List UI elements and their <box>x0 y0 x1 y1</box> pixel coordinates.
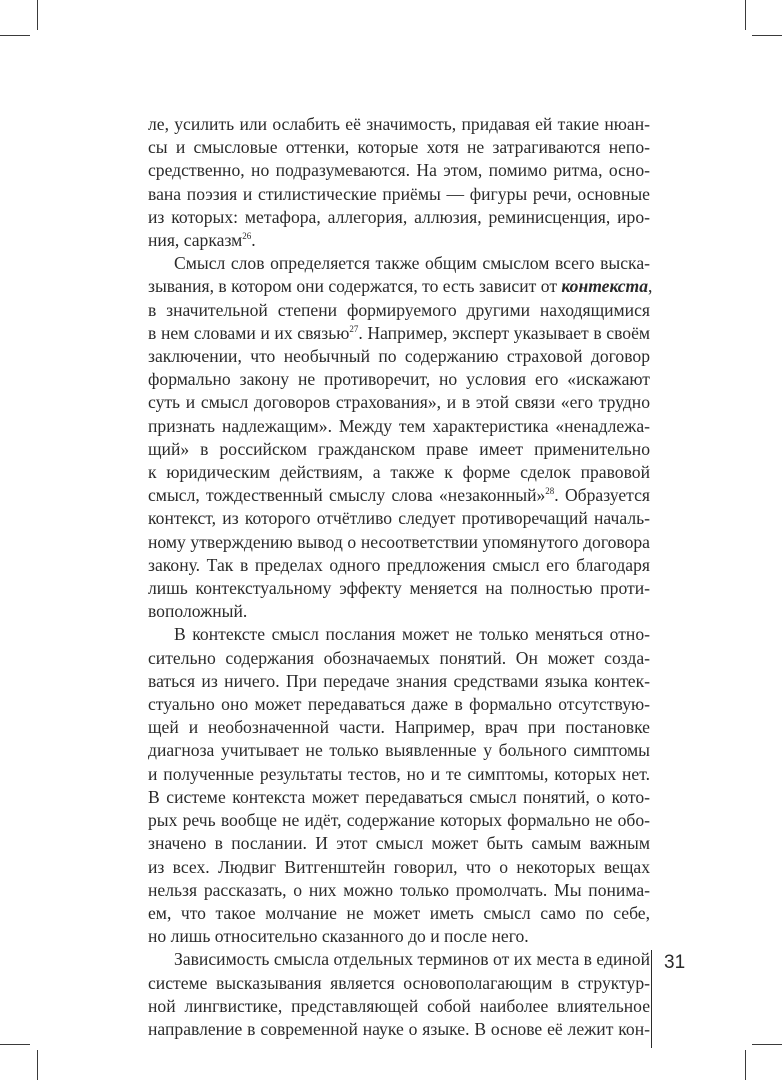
text-line: направление в современной науке о языке. В основе её лежит кон- <box>148 1018 650 1039</box>
text-line: системе высказывания является основополагающим в структур- <box>148 972 650 993</box>
text-line: ному утверждению вывод о несоответствии упомянутого договора <box>148 531 650 552</box>
text-fragment: . Например, эксперт указывает в своём <box>358 322 651 343</box>
text-line: ваться из ничего. При передаче знания средствами языка контек- <box>148 670 650 691</box>
paragraph-2 <box>148 252 653 623</box>
footnote-ref: 28 <box>545 486 555 497</box>
text-line: ем, что такое молчание не может иметь смысл само по себе, <box>148 902 650 923</box>
text-line: Зависимость смысла отдельных терминов от их места в единой <box>174 949 650 970</box>
text-line: лишь контекстуальному эффекту меняется на полностью проти- <box>148 578 650 599</box>
text-line: рых речь вообще не идёт, содержание которых формально не обо- <box>148 810 650 831</box>
text-line: воположный. <box>148 601 248 622</box>
text-line: в значительной степени формируемого другими находящимися <box>148 299 650 320</box>
text-line: Смысл слов определяется также общим смыслом всего выска- <box>174 253 650 274</box>
text-line: щей и необозначенной части. Например, врач при постановке <box>148 717 650 738</box>
text-fragment: смысл, тождественный смыслу слова «незаконный» <box>148 485 546 506</box>
text-fragment: ния, сарказм <box>148 230 243 251</box>
text-fragment: . Образуется <box>554 485 650 506</box>
text-line: к юридическим действиям, а также к форме сделок правовой <box>148 462 650 483</box>
text-line <box>148 275 653 298</box>
page-number: 31 <box>664 952 686 973</box>
crop-mark-bottom-left-h <box>0 1044 30 1045</box>
text-line: В системе контекста может передаваться смысл понятий, о кото- <box>148 786 650 807</box>
footnote-ref: 27 <box>349 323 359 334</box>
text-line: средственно, но подразумеваются. На этом, помимо ритма, осно- <box>148 160 650 181</box>
text-line: ле, усилить или ослабить её значимость, придавая ей такие нюан- <box>148 114 650 134</box>
text-line: ной лингвистике, представляющей собой наиболее влиятельное <box>148 995 650 1016</box>
text-line: закону. Так в пределах одного предложения смысл его благодаря <box>148 554 650 575</box>
crop-mark-top-right <box>745 0 746 30</box>
text-line: из которых: метафора, аллегория, аллюзия, реминисценция, иро- <box>148 206 650 227</box>
paragraph-1 <box>148 113 650 252</box>
text-fragment: . <box>251 230 256 251</box>
text-line: В контексте смысл послания может не только меняться отно- <box>174 624 650 645</box>
text-line: стуально оно может передаваться даже в формально отсутствую- <box>148 694 650 715</box>
text-line: из всех. Людвиг Витгенштейн говорил, что о некоторых вещах <box>148 856 650 877</box>
crop-mark-bottom-right <box>745 1050 746 1080</box>
crop-mark-bottom-left <box>37 1050 38 1080</box>
text-line: сительно содержания обозначаемых понятий. Он может созда- <box>148 647 650 668</box>
text-line: формально закону не противоречит, но условия его «искажают <box>148 369 650 390</box>
text-line: контекст, из которого отчётливо следует противоречащий началь- <box>148 508 650 529</box>
text-line: диагноза учитывает не только выявленные у больного симптомы <box>148 740 650 761</box>
body-text <box>148 113 653 1041</box>
text-line: заключении, что необычный по содержанию страховой договор <box>148 346 650 367</box>
crop-mark-bottom-right-h <box>752 1044 782 1045</box>
footnote-ref: 26 <box>242 231 252 242</box>
page-number-rule <box>651 950 652 1048</box>
text-line: сы и смысловые оттенки, которые хотя не затрагиваются непо- <box>148 137 650 158</box>
text-line: но лишь относительно сказанного до и после него. <box>148 926 529 947</box>
text-line <box>148 229 650 252</box>
text-line: вана поэзия и стилистические приёмы — фигуры речи, основные <box>148 183 650 204</box>
text-line: нельзя рассказать, о них можно только промолчать. Мы понима- <box>148 879 650 900</box>
text-fragment: зывания, в котором они содержатся, то есть зависит от <box>148 276 562 297</box>
text-fragment: , <box>648 276 653 297</box>
text-line <box>148 322 650 345</box>
text-fragment: в нем словами и их связью <box>148 322 350 343</box>
text-line <box>148 484 650 507</box>
crop-mark-top-left <box>37 0 38 30</box>
crop-mark-top-left-h <box>0 35 30 36</box>
crop-mark-top-right-h <box>752 35 782 36</box>
paragraph-4 <box>148 948 650 1041</box>
text-line: и полученные результаты тестов, но и те симптомы, которых нет. <box>148 763 650 784</box>
emphasis-term: контекста <box>561 276 649 297</box>
text-line: признать надлежащим». Между тем характеристика «ненадлежа- <box>148 415 650 436</box>
text-line: суть и смысл договоров страхования», и в этой связи «его трудно <box>148 392 650 413</box>
paragraph-3 <box>148 623 650 948</box>
text-line: щий» в российском гражданском праве имеет применительно <box>148 438 650 459</box>
text-line: значено в послании. И этот смысл может быть самым важным <box>148 833 650 854</box>
